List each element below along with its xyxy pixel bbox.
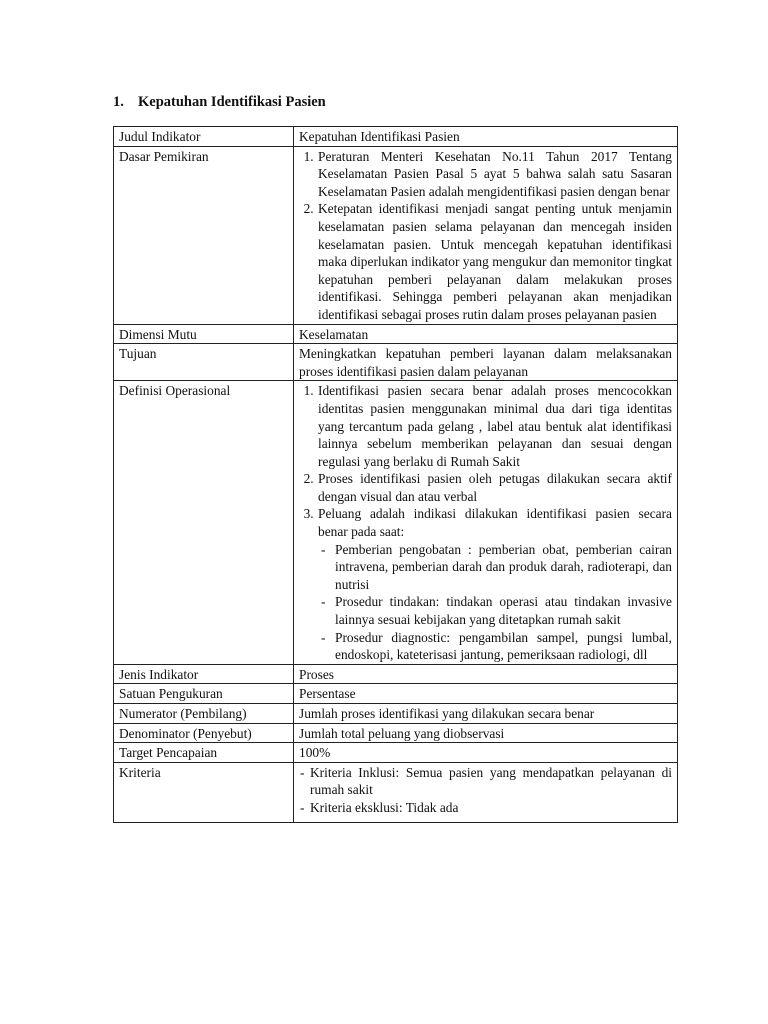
value-kriteria — [294, 762, 678, 822]
row-denominator — [114, 723, 678, 743]
peluang-sub-item-2: - Prosedur tindakan: tindakan operasi atau tindakan invasive lainnya sesuai kebijakan yang ditetapkan rumah sakit — [335, 593, 672, 628]
dasar-pemikiran-item-1: 1. Peraturan Menteri Kesehatan No.11 Tahun 2017 Tentang Keselamatan Pasien Pasal 5 ayat 5 bahwa salah satu Sasaran Keselamatan Pasien adalah mengidentifikasi pasien dengan benar — [317, 148, 672, 201]
row-jenis-indikator — [114, 664, 678, 684]
row-dimensi-mutu — [114, 324, 678, 344]
label-judul-indikator: Judul Indikator — [114, 127, 294, 147]
label-target-pencapaian: Target Pencapaian — [114, 743, 294, 763]
definisi-operasional-item-3 — [317, 505, 672, 663]
value-jenis-indikator: Proses — [294, 664, 678, 684]
definisi-operasional-item-3-text: Peluang adalah indikasi dilakukan identifikasi pasien secara benar pada saat: — [318, 506, 672, 540]
value-numerator: Jumlah proses identifikasi yang dilakukan secara benar — [294, 704, 678, 724]
row-target-pencapaian — [114, 743, 678, 763]
value-tujuan: Meningkatkan kepatuhan pemberi layanan dalam melaksanakan proses identifikasi pasien dalam pelayanan — [294, 344, 678, 381]
label-kriteria: Kriteria — [114, 762, 294, 822]
section-number: 1. — [113, 94, 124, 110]
label-dasar-pemikiran: Dasar Pemikiran — [114, 146, 294, 324]
dasar-pemikiran-list — [299, 148, 672, 324]
dasar-pemikiran-item-2: 2. Ketepatan identifikasi menjadi sangat penting untuk menjamin keselamatan pasien selama pelayanan dan mencegah insiden keselamatan pasien. Untuk mencegah kepatuhan identifikasi maka diperlukan indikator yang mengukur dan memonitor tingkat kepatuhan pemberi pelayanan dalam melakukan proses identifikasi. Sehingga pemberi pelayanan akan menjadikan identifikasi sebagai proses rutin dalam proses pelayanan pasien — [317, 200, 672, 323]
value-dimensi-mutu: Keselamatan — [294, 324, 678, 344]
label-numerator: Numerator (Pembilang) — [114, 704, 294, 724]
row-judul-indikator — [114, 127, 678, 147]
label-jenis-indikator: Jenis Indikator — [114, 664, 294, 684]
label-definisi-operasional: Definisi Operasional — [114, 381, 294, 665]
kriteria-item-2: - Kriteria eksklusi: Tidak ada — [310, 799, 672, 817]
section-heading — [113, 94, 326, 111]
value-satuan-pengukuran: Persentase — [294, 684, 678, 704]
peluang-sub-item-1: - Pemberian pengobatan : pemberian obat, pemberian cairan intravena, pemberian darah dan produk darah, radioterapi, dan nutrisi — [335, 541, 672, 594]
value-judul-indikator: Kepatuhan Identifikasi Pasien — [294, 127, 678, 147]
value-dasar-pemikiran — [294, 146, 678, 324]
value-denominator: Jumlah total peluang yang diobservasi — [294, 723, 678, 743]
definisi-operasional-item-2: 2. Proses identifikasi pasien oleh petugas dilakukan secara aktif dengan visual dan atau verbal — [317, 470, 672, 505]
row-numerator — [114, 704, 678, 724]
definisi-operasional-list — [299, 382, 672, 664]
value-target-pencapaian: 100% — [294, 743, 678, 763]
kriteria-item-1: - Kriteria Inklusi: Semua pasien yang mendapatkan pelayanan di rumah sakit — [310, 764, 672, 799]
row-tujuan — [114, 344, 678, 381]
peluang-sub-list — [318, 541, 672, 664]
peluang-sub-item-3: - Prosedur diagnostic: pengambilan sampel, pungsi lumbal, endoskopi, kateterisasi jantung, pemeriksaan radiologi, dll — [335, 629, 672, 664]
row-kriteria — [114, 762, 678, 822]
row-definisi-operasional — [114, 381, 678, 665]
label-denominator: Denominator (Penyebut) — [114, 723, 294, 743]
label-tujuan: Tujuan — [114, 344, 294, 381]
label-dimensi-mutu: Dimensi Mutu — [114, 324, 294, 344]
row-dasar-pemikiran — [114, 146, 678, 324]
definisi-operasional-item-1: 1. Identifikasi pasien secara benar adalah proses mencocokkan identitas pasien menggunakan minimal dua dari tiga identitas yang tercantum pada gelang , label atau bentuk alat identifikasi lainnya sebelum memberikan pelayanan dan sesuai dengan regulasi yang berlaku di Rumah Sakit — [317, 382, 672, 470]
value-definisi-operasional — [294, 381, 678, 665]
indicator-table — [113, 126, 678, 823]
label-satuan-pengukuran: Satuan Pengukuran — [114, 684, 294, 704]
kriteria-list — [299, 764, 672, 817]
row-satuan-pengukuran — [114, 684, 678, 704]
section-title: Kepatuhan Identifikasi Pasien — [138, 94, 326, 110]
